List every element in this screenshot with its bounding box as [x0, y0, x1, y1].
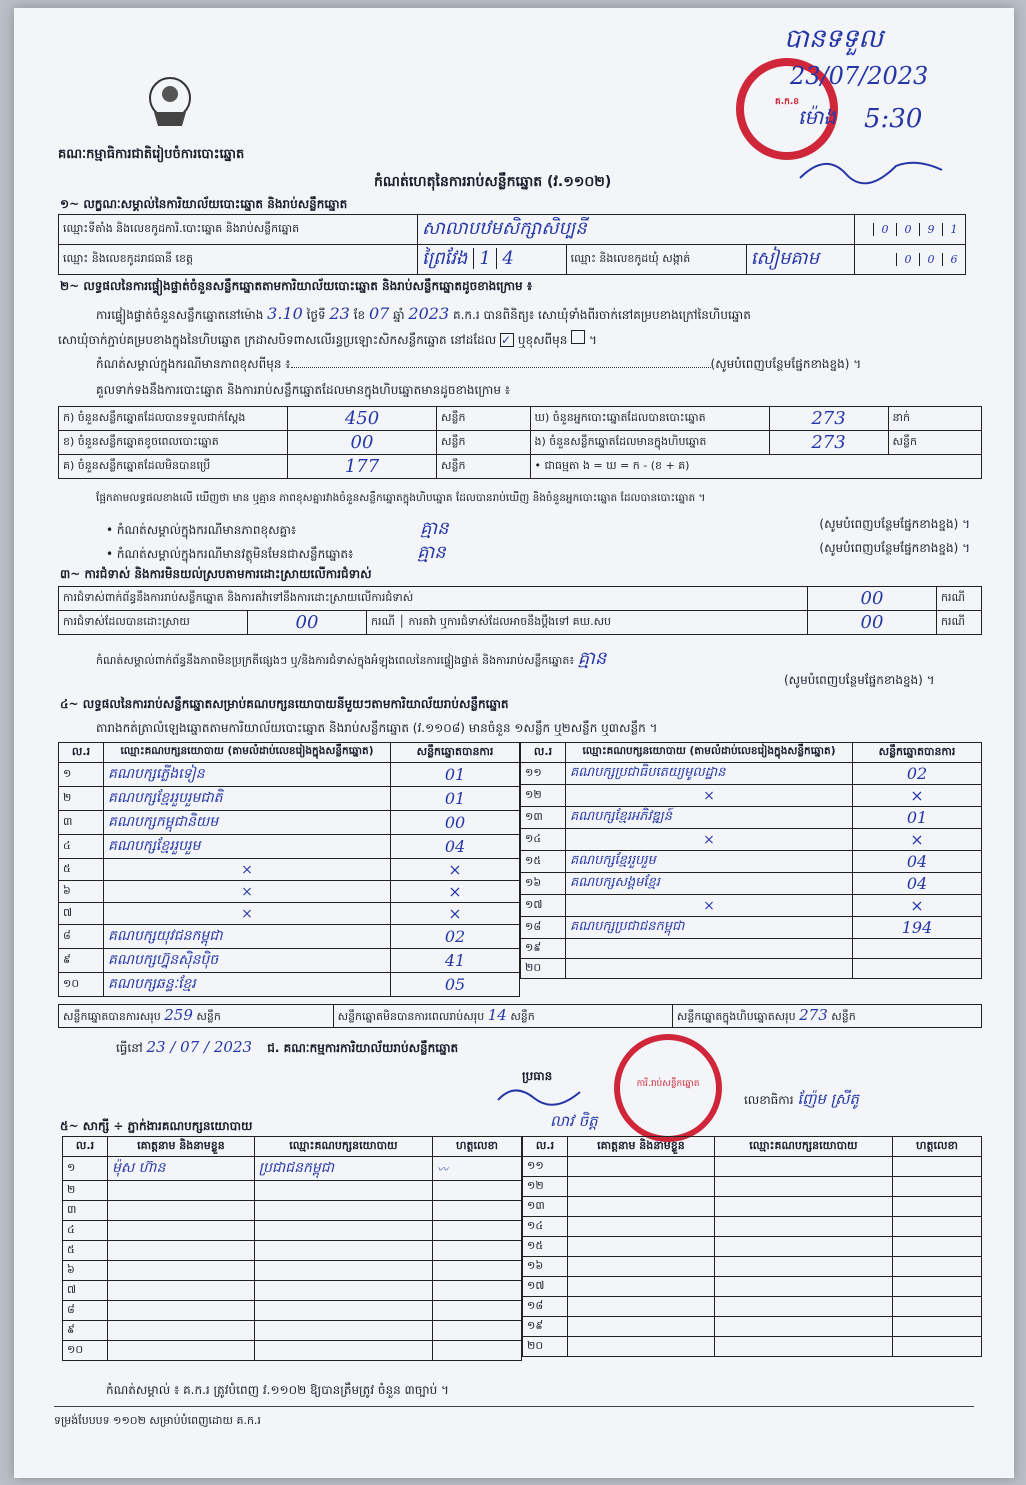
agency-name: គណៈកម្មាធិការជាតិរៀបចំការបោះឆ្នោត [58, 147, 245, 162]
secretary-line: លេខាធិការ ញ៉ែម ស្រីតូ [744, 1090, 859, 1108]
witness-row: ៤ [63, 1221, 522, 1241]
section2-heading: ២~ លទ្ធផលនៃការផ្ទៀងផ្ទាត់ចំនួនសន្លឹកឆ្នោតតាមការិយាល័យបោះឆ្នោត និងរាប់សន្លឹកឆ្នោតដូចខាងក្រោម ៖ [60, 279, 533, 293]
witness-row: ១ ម៉ុស ហ៊ាន ប្រជាជនកម្ពុជា 〰 [63, 1157, 522, 1181]
irregularity-suffix: (សូមបំពេញបន្ថែមផ្នែកខាងខ្នង) ។ [784, 673, 935, 687]
sign-name: លាវ ចិត្ត [550, 1112, 598, 1130]
witness-row: ១៣ [523, 1197, 982, 1217]
result-row: ១៨ គណបក្សប្រជាជនកម្ពុជា 194 [521, 917, 982, 939]
official-stamp: ការិ.រាប់សន្លឹកឆ្នោត [614, 1034, 722, 1142]
result-row: ១៩ [521, 939, 982, 959]
ballot-count-table [58, 406, 982, 479]
location-value: សាលាបឋមសិក្សាសិប្បនី [418, 215, 855, 245]
province-label: ឈ្មោះ និងលេខកូដរាជធានី ខេត្ត [59, 245, 418, 275]
result-row: ១៥ គណបក្សខ្មែររួបរួម 04 [521, 851, 982, 873]
section1-heading: ១~ លក្ខណៈសម្គាល់នៃការិយាល័យបោះឆ្នោត និងរាប់សន្លឹកឆ្នោត [60, 197, 348, 211]
ballot-row: ក) ចំនួនសន្លឹកឆ្នោតដែលបានទទួលជាក់ស្តែង 450 សន្លឹក ឃ) ចំនួនអ្នកបោះឆ្នោតដែលបានបោះឆ្នោត 273 នាក់ [59, 407, 982, 431]
verification-line: ការផ្ទៀងផ្ទាត់ចំនួនសន្លឹកឆ្នោតនៅម៉ោង 3.10 ថ្ងៃទី 23 ខែ 07 ឆ្នាំ 2023 គ.ក.រ បានពិនិត្យ៖ សោឃុំទាំងពីរចាក់នៅគម្របខាងក្រៅនៃហិបឆ្នោត [96, 304, 751, 323]
same-checkbox[interactable]: ✓ [500, 333, 514, 347]
result-row: ៤ គណបក្សខ្មែររួបរួម 04 [59, 835, 520, 859]
result-row: ១៦ គណបក្សសង្គមខ្មែរ 04 [521, 873, 982, 895]
discrepancy-note: • កំណត់សម្គាល់ក្នុងករណីមានភាពខុសគ្នា៖ គ្មាន (សូមបំពេញបន្ថែមផ្នែកខាងខ្នង) ។ [106, 517, 970, 539]
footnote: កំណត់សម្គាល់ ៖ គ.ក.រ ត្រូវបំពេញ វ.១១០២ ឱ្យបានត្រឹមត្រូវ ចំនួន ៣ច្បាប់ ។ [106, 1383, 449, 1397]
chief-signature [494, 1080, 584, 1110]
difference-note: កំណត់សម្គាល់ក្នុងករណីមានភាពខុសពីមុន ៖ (សូមបំពេញបន្ថែមផ្នែកខាងខ្នង) ។ [96, 357, 862, 371]
result-row: ៦ × × [59, 881, 520, 903]
witness-row: ១១ [523, 1157, 982, 1177]
chief-label: ប្រធាន [522, 1069, 553, 1083]
witness-row: ៧ [63, 1281, 522, 1301]
result-row: ១៧ × × [521, 895, 982, 917]
province-value: ព្រៃវែង 1 4 [418, 245, 567, 275]
different-checkbox[interactable] [571, 330, 585, 344]
seal-status-line: សោឃុំចាក់ភ្ជាប់គម្របខាងក្នុងនៃហិបឆ្នោត ក្រដាសបិទពាសលើរន្ធប្រឡោះសិកសន្លឹកឆ្នោត នៅដដែល ✓ ឬខុសពីមុន ។ [58, 330, 597, 350]
witness-row: ២ [63, 1181, 522, 1201]
results-table-left: ល.រ ឈ្មោះគណបក្សនយោបាយ (តាមលំដាប់លេខរៀងក្នុងសន្លឹកឆ្នោត) សន្លឹកឆ្នោតបានការ ១ គណបក្សភ្លើងទៀន 01 ២ គណបក្សខ្មែររួបរួមជាតិ 01 ៣ គណបក្សកម្ពុជានិយម 00 ៤ គណបក្សខ្មែររួបរួម 04 ៥ × × ៦ × × ៧ × × ៨ គណបក្សយុវជនកម្ពុជា 02 ៩ គណបក្សហ្វ៊ុនស៊ិនប៉ិច 41 ១០ គណបក្សឆន្ទៈខ្មែរ 05 [58, 742, 520, 997]
done-line: ធ្វើនៅ 23 / 07 / 2023 ជ. គណៈកម្មការការិយាល័យរាប់សន្លឹកឆ្នោត [116, 1038, 459, 1056]
witness-row: ១៥ [523, 1237, 982, 1257]
result-row: ១០ គណបក្សឆន្ទៈខ្មែរ 05 [59, 973, 520, 997]
form-code-note: ទម្រង់បែបបទ ១១០២ សម្រាប់បំពេញដោយ គ.ក.រ [54, 1414, 261, 1427]
witness-row: ៨ [63, 1301, 522, 1321]
commune-label: ឈ្មោះ និងលេខកូដឃុំ សង្កាត់ [566, 245, 746, 275]
received-date: 23/07/2023 [790, 62, 929, 90]
result-row: ១ គណបក្សភ្លើងទៀន 01 [59, 763, 520, 787]
result-row: ២០ [521, 959, 982, 979]
commune-code: 0 0 6 [855, 245, 966, 275]
ballot-row: គ) ចំនួនសន្លឹកឆ្នោតដែលមិនបានប្រើ 177 សន្លឹក • ជាធម្មតា ង = ឃ = ក - (ខ + គ) [59, 455, 982, 479]
section1-table [58, 214, 966, 275]
received-header: បានទទួល [784, 24, 884, 54]
irregularity-note: កំណត់សម្គាល់ពាក់ព័ន្ធនឹងភាពមិនប្រក្រតីផ្សេងៗ ឬ/និងការជំទាស់ក្នុងអំឡុងពេលនៃការផ្ទៀងផ្ទាត់ និងការរាប់សន្លឹកឆ្នោត៖ គ្មាន [96, 648, 607, 669]
witness-row: ១០ [63, 1341, 522, 1361]
witness-row: ១២ [523, 1177, 982, 1197]
comparison-note: ផ្អែកតាមលទ្ធផលខាងលើ ឃើញថា មាន ឬគ្មាន ភាពខុសគ្នារវាងចំនួនសន្លឹកឆ្នោតក្នុងហិបឆ្នោត ដែលបានរាប់ឃើញ និងចំនួនអ្នកបោះឆ្នោត ដែលបានបោះឆ្នោត ។ [96, 492, 706, 504]
witness-row: ៥ [63, 1241, 522, 1261]
witness-row: ១៦ [523, 1257, 982, 1277]
received-time: 5:30 [864, 104, 923, 134]
result-row: ១៣ គណបក្សខ្មែរអភិវឌ្ឍន៍ 01 [521, 807, 982, 829]
result-row: ១៤ × × [521, 829, 982, 851]
ballot-info-intro: គួលទាក់ទងនឹងការបោះឆ្នោត និងការរាប់សន្លឹកឆ្នោតដែលមានក្នុងហិបឆ្នោតមានដូចខាងក្រោម ៖ [96, 383, 511, 397]
result-row: ៨ គណបក្សយុវជនកម្ពុជា 02 [59, 925, 520, 949]
form-title: កំណត់ហេតុនៃការរាប់សន្លឹកឆ្នោត (វ.១១០២) [374, 174, 612, 190]
result-row: ៥ × × [59, 859, 520, 881]
objection-table: ការជំទាស់ពាក់ព័ន្ធនឹងការរាប់សន្លឹកឆ្នោត និងការតវ៉ាទៅនឹងការដោះស្រាយលើការជំទាស់ 00 ករណី ការជំទាស់ដែលបានដោះស្រាយ 00 ករណី │ ការតវ៉ា ឬការជំទាស់ដែលអាចនឹងប្តឹងទៅ គឃ.សប 00 ករណី [58, 586, 982, 635]
result-row: ១១ គណបក្សប្រជាធិបតេយ្យមូលដ្ឋាន 02 [521, 763, 982, 785]
result-row: ២ គណបក្សខ្មែររួបរួមជាតិ 01 [59, 787, 520, 811]
result-row: ១២ × × [521, 785, 982, 807]
foreign-object-note: • កំណត់សម្គាល់ក្នុងករណីមានវត្ថុមិនមែនជាសន្លឹកឆ្នោត៖ គ្មាន (សូមបំពេញបន្ថែមផ្នែកខាងខ្នង) ។ [106, 541, 970, 563]
witness-row: ២០ [523, 1337, 982, 1357]
witness-row: ១៤ [523, 1217, 982, 1237]
witness-row: ៣ [63, 1201, 522, 1221]
witness-table-left: ល.រ គោត្តនាម និងនាមខ្លួន ឈ្មោះគណបក្សនយោបាយ ហត្ថលេខា ១ ម៉ុស ហ៊ាន ប្រជាជនកម្ពុជា 〰 ២ ៣ ៤ ៥ ៦ ៧ ៨ ៩ ១០ [62, 1136, 522, 1361]
totals-table: សន្លឹកឆ្នោតបានការសរុប 259 សន្លឹក សន្លឹកឆ្នោតមិនបានការពេលរាប់សរុប 14 សន្លឹក សន្លឹកឆ្នោតក្នុងហិបឆ្នោតសរុប 273 សន្លឹក [58, 1004, 982, 1028]
received-signature [796, 148, 946, 188]
section5-heading: ៥~ សាក្សី ÷ ភ្នាក់ងារគណបក្សនយោបាយ [60, 1119, 253, 1133]
result-row: ៩ គណបក្សហ្វ៊ុនស៊ិនប៉ិច 41 [59, 949, 520, 973]
witness-row: ៩ [63, 1321, 522, 1341]
location-code: 0 0 9 1 [855, 215, 966, 245]
section3-heading: ៣~ ការជំទាស់ និងការមិនយល់ស្របតាមការដោះស្រាយលើការជំទាស់ [60, 567, 372, 581]
section4-heading: ៤~ លទ្ធផលនៃការរាប់សន្លឹកឆ្នោតសម្រាប់គណបក្សនយោបាយនីមួយៗតាមការិយាល័យរាប់សន្លឹកឆ្នោត [60, 697, 509, 711]
ballot-row: ខ) ចំនួនសន្លឹកឆ្នោតខូចពេលបោះឆ្នោត 00 សន្លឹក ង) ចំនួនសន្លឹកឆ្នោតដែលមានក្នុងហិបឆ្នោត 273 សន្លឹក [59, 431, 982, 455]
witness-row: ៦ [63, 1261, 522, 1281]
witness-row: ១៩ [523, 1317, 982, 1337]
witness-table-right: ល.រ គោត្តនាម និងនាមខ្លួន ឈ្មោះគណបក្សនយោបាយ ហត្ថលេខា ១១ ១២ ១៣ ១៤ ១៥ ១៦ ១៧ ១៨ ១៩ ២០ [522, 1136, 982, 1357]
result-row: ៣ គណបក្សកម្ពុជានិយម 00 [59, 811, 520, 835]
bottom-rule [54, 1406, 974, 1407]
witness-row: ១៧ [523, 1277, 982, 1297]
form-sheet [14, 8, 1014, 1478]
received-stamp: គ.ក.ខ [736, 58, 838, 160]
results-table-right: ល.រ ឈ្មោះគណបក្សនយោបាយ (តាមលំដាប់លេខរៀងក្នុងសន្លឹកឆ្នោត) សន្លឹកឆ្នោតបានការ ១១ គណបក្សប្រជាធិបតេយ្យមូលដ្ឋាន 02 ១២ × × ១៣ គណបក្សខ្មែរអភិវឌ្ឍន៍ 01 ១៤ × × ១៥ គណបក្សខ្មែររួបរួម 04 ១៦ គណបក្សសង្គមខ្មែរ 04 ១៧ × × ១៨ គណបក្សប្រជាជនកម្ពុជា 194 ១៩ ២០ [520, 742, 982, 979]
witness-row: ១៨ [523, 1297, 982, 1317]
commune-value: សៀមគាម [746, 245, 854, 275]
received-time-label: ម៉ោង [798, 105, 837, 129]
national-emblem-icon [142, 72, 198, 132]
location-label: ឈ្មោះទីតាំង និងលេខកូដការិ.បោះឆ្នោត និងរាប់សន្លឹកឆ្នោត [59, 215, 418, 245]
section4-sub: តារាងកត់ត្រាលំឡេងឆ្នោតតាមការិយាល័យបោះឆ្នោត និងរាប់សន្លឹកឆ្នោត (វ.១១០៨) មានចំនួន ១សន្លឹក ឬ២សន្លឹក ឬ៣សន្លឹក ។ [96, 721, 658, 735]
result-row: ៧ × × [59, 903, 520, 925]
